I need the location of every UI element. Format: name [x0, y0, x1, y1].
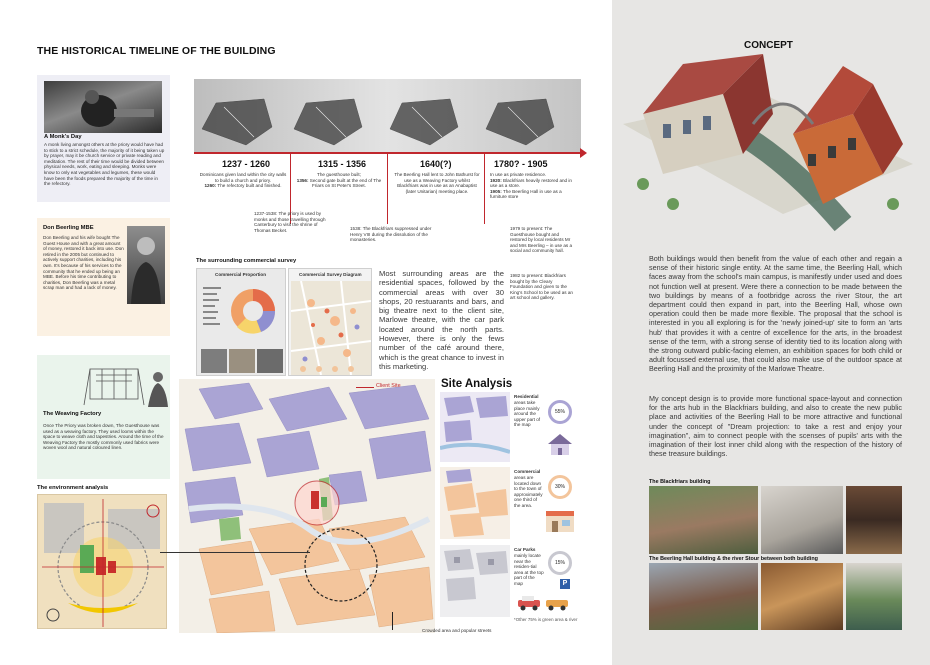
concept-paragraph-2: My concept design is to provide more functional space-layout and connection for the arts hub in the Blackfriars building, and also to create the new public place and activities of the Beerling Hall to be more attractive and functional under the concept of "Dream projection: to take a rest and enjoy your imagination", aim to connect people with the scenses of pupils' arts with the imagination of their lost inner child along with the respection of the history of these treasure buildings. — [649, 394, 902, 459]
weaving-card-text: Once The Priory was broken down, The Guesthouse was used as a weaving factory. They used looms within the space to weave cloth and tapestries. Around the time of the Weaving Factory the mostly commonly used fabrics were woven wool and natural coloured linen. — [43, 423, 164, 451]
period-text-3: The Beerling Hall in use as a furniture store — [490, 188, 562, 200]
monk-figure-icon — [44, 81, 162, 133]
crowded-pointer — [392, 612, 393, 630]
river-stour-photo — [846, 563, 902, 630]
period-text — [199, 172, 287, 189]
period-text: The Beerling Hall lent to John Bathurst for use as a Weaving Factory whilst Blackfriars was in use as an Anabaptist (later Unitarian) meeting place. — [394, 172, 480, 194]
commercial-photo — [229, 349, 255, 373]
don-photo — [127, 226, 165, 304]
timeline-arrow-icon — [580, 148, 587, 158]
period-text — [490, 172, 576, 200]
monk-card-text: A monk living amongst others at the priory would have had to stick to a strict schedule, the majority of it being taken up by prayer, may it be church service or private reading and meditation. The rest of their time would be divided between physical needs, work, eating and sleeping. Monks were know to only eat vegetables and legumes, these would have been the foods prepared the majority of the time in the refectory. — [44, 142, 165, 187]
commercial-diagram-title: Commercial Survey Diagram — [299, 272, 362, 277]
monk-card-title: A Monk's Day — [44, 134, 82, 140]
site-analysis-title: Site Analysis — [441, 378, 513, 390]
period-text-main: In use as private residence. — [490, 172, 547, 177]
timeline-sketch-strip — [194, 79, 581, 152]
blackfriars-photo — [649, 486, 758, 554]
commercial-pct-badge — [548, 475, 572, 499]
site-item-text: mainly locate near the residen-tial area at the top part of the map — [514, 553, 544, 586]
timeline-divider — [387, 154, 388, 224]
loom-sketch — [82, 361, 172, 409]
timeline-note-1538: 1538: The Blackfriars suppressed under Henry VIII during the dissolution of the monasteries. — [350, 226, 432, 243]
site-item-pct: 15% — [554, 560, 565, 566]
client-site-pointer — [356, 387, 374, 388]
timeline-divider — [484, 154, 485, 224]
beerling-interior-photo — [761, 563, 843, 630]
period-year: 1237 - 1260 — [222, 159, 271, 169]
building-evolution-sketch — [194, 79, 581, 152]
site-analysis-map — [179, 379, 435, 633]
period-text-2: Blackfriars heavily restored and in use as a store. — [490, 177, 572, 189]
period-year: 1640(?) — [420, 159, 452, 169]
portrait-icon — [127, 226, 165, 304]
period-text-2: The refectory built and finished. — [217, 183, 282, 189]
concept-paragraph-1: Both buildings would then benefit from the value of each other and regain a sense of their historic single entity. At the same time, the Beerling Hall, which faces away from the school's main campus, is manifestly under used and does not function well at present. Were there a connection to be made between the two buildings by means of a footbridge across the river Stour, the art department could then expand in part, into the Beerling Hall, whose own operation could then be made more flexible. The proposal that the school is interested in you all exploring is for the 'newly joined-up' site to form an 'arts hub' that provides it with a centre of excellence for the arts, in the broadest sense of the term, with a strong sense of identity tied to its location along with the strong outward public-facing elemen, an exhibition spaces for both child or adult focussed external use, that could also make use of the outdoor space at Beerling Hall and the proximity of the Marlowe Theatre. — [649, 254, 902, 374]
period-text-main: Dominicans given land within the city walls to build a church and priory. — [199, 172, 287, 183]
environment-diagram — [38, 495, 167, 629]
carpark-map-thumb — [440, 545, 510, 617]
commercial-section-label: The surrounding commercial survey — [196, 258, 297, 264]
photo-label-beerling: The Beerling Hall building & the river Stour between both building — [649, 556, 818, 562]
don-card-text: Don Beerling and his wife bought The Guest House and with a great amount of money, restored it back into use. Don retired in the 2005 but continued to actively support charities, including his own. It's because of his services to the community that he ended up being an MBE. Before his time contributing to charities, Don Beerling was a metal scrap man and had a lack of money. — [43, 235, 124, 291]
commercial-diagram-panel — [288, 268, 372, 376]
site-analysis-item — [440, 467, 580, 539]
period-bold: 1920: — [490, 177, 502, 183]
house-icon — [546, 432, 574, 456]
environment-map — [37, 494, 167, 629]
period-bold: 1356: — [296, 177, 309, 183]
blackfriars-interior-photo — [761, 486, 843, 554]
env-connector-line — [160, 552, 310, 553]
period-year: 1315 - 1356 — [318, 159, 367, 169]
don-card — [37, 218, 170, 336]
don-card-title: Don Beerling MBE — [43, 225, 94, 231]
site-item-title: Commercial — [514, 469, 541, 474]
timeline-note-1979: 1979 to present: The Guesthouse bought and restored by local residents Mr and Mrs Beerling – in use as a social and community hall. — [510, 226, 573, 254]
site-axonometric-map — [179, 379, 435, 633]
site-item-text: areas are located down to the town of approximately one third of the area. — [514, 475, 543, 508]
environment-label: The environment analysis — [37, 485, 109, 491]
blackfriars-roof-photo — [846, 486, 902, 554]
timeline-note-1237: 1237-1538: The priory is used by monks and those travelling through Canterbury to visit the shrine of Thomas Becket. — [254, 211, 326, 233]
parking-sign-icon: P — [560, 579, 570, 589]
weaving-card — [37, 355, 170, 479]
beerling-hall-photo — [649, 563, 758, 630]
site-analysis-item — [440, 545, 580, 623]
timeline-note-1982: 1982 to present: Blackfriars bought by the Cleary Foundation and given to the King's School to be used as an art school and gallery. — [510, 273, 573, 301]
commercial-proportion-panel — [196, 268, 286, 376]
period-text-main: The guesthouse built; — [317, 172, 361, 177]
commercial-map-thumb — [440, 467, 510, 539]
commercial-photo — [257, 349, 283, 373]
site-item-title: Car Parks — [514, 547, 536, 552]
concept-render — [613, 54, 915, 248]
crowded-label: Crowded area and popular streets — [422, 628, 492, 633]
commercial-proportion-title: Commercial Proportion — [215, 272, 267, 277]
period-year: 1780? - 1905 — [494, 159, 548, 169]
photo-label-blackfriars: The Blackfriars building — [649, 479, 711, 485]
commercial-survey-map — [291, 281, 371, 375]
site-item-pct: 55% — [554, 409, 565, 415]
site-footnote: *Other 75% is green area & river — [514, 617, 578, 622]
monk-photo — [44, 81, 162, 133]
carpark-pct-badge — [548, 551, 572, 575]
timeline-line — [194, 152, 582, 154]
weaving-card-title: The Weaving Factory — [43, 411, 102, 417]
shop-icon — [544, 507, 576, 533]
car-icon — [516, 593, 572, 611]
concept-axonometric-render — [613, 54, 915, 248]
client-site-label: Client Site — [376, 383, 401, 389]
site-analysis-item — [440, 392, 580, 462]
period-bold: 1260: — [204, 183, 217, 189]
monk-card — [37, 75, 170, 202]
period-text-2: Second gate built at the end of The Friars on St Peter's Street. — [309, 177, 382, 189]
residential-pct-badge — [548, 400, 572, 424]
period-text — [295, 172, 383, 189]
site-item-pct: 30% — [554, 484, 565, 490]
commercial-paragraph: Most surrounding areas are the residential spaces, followed by the commercial areas with over 30 shops, 20 restuarants and bars, and big theatre next to the client site, Marlowe theatre, with the car park located around the north parts. However, there is only the fews number of the café around there, which is the great chance to invest in this marketing. — [379, 269, 504, 371]
commercial-photo — [201, 349, 227, 373]
site-item-title: Residential — [514, 394, 539, 399]
site-item-text: areas take place mainly around the upper part of the map — [514, 400, 541, 428]
loom-icon — [82, 361, 172, 409]
page-title: THE HISTORICAL TIMELINE OF THE BUILDING — [37, 45, 276, 57]
period-bold-2: 1905: — [490, 188, 502, 194]
commercial-proportion-chart — [201, 281, 283, 347]
residential-map-thumb — [440, 392, 510, 462]
concept-title: CONCEPT — [744, 40, 793, 51]
